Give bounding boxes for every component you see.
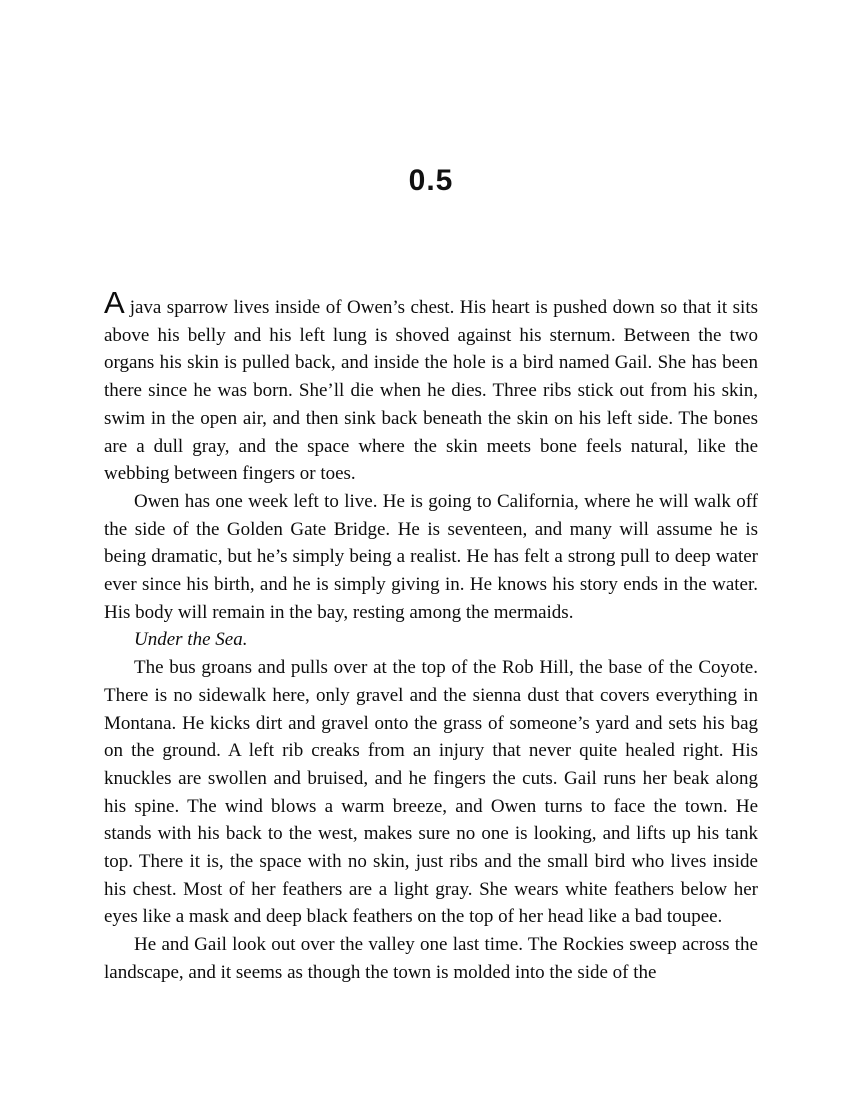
paragraph-italic: Under the Sea.	[134, 629, 248, 651]
paragraph	[104, 285, 758, 488]
paragraph: The bus groans and pulls over at the top of the Rob Hill, the base of the Coyote. There is no sidewalk here, only gravel and the sienna dust that covers everything in Montana. He kicks dirt and gravel onto the grass of someone’s yard and sets his bag on the ground. A left rib creaks from an injury that never quite healed right. His knuckles are swollen and bruised, and he fingers the cuts. Gail runs her beak along his spine. The wind blows a warm breeze, and Owen turns to face the town. He stands with his back to the west, makes sure no one is looking, and lifts up his tank top. There it is, the space with no skin, just ribs and the small bird who lives inside his chest. Most of her feathers are a light gray. She wears white feathers below her eyes like a mask and deep black feathers on the top of her head like a bad toupee.	[104, 657, 758, 928]
chapter-heading: 0.5	[408, 164, 454, 197]
paragraph: He and Gail look out over the valley one last time. The Rockies sweep across the landscape, and it seems as though the town is molded into the side of the	[104, 934, 758, 983]
initial-capital: A	[104, 285, 125, 320]
paragraph: Owen has one week left to live. He is going to California, where he will walk off the side of the Golden Gate Bridge. He is seventeen, and many will assume he is being dramatic, but he’s simply being a realist. He has felt a strong pull to deep water ever since his birth, and he is simply giving in. He knows his story ends in the water. His body will remain in the bay, resting among the mermaids.	[104, 490, 758, 623]
body-text	[104, 285, 758, 987]
paragraph-text: java sparrow lives inside of Owen’s chest. His heart is pushed down so that it sits above his belly and his left lung is shoved against his sternum. Between the two organs his skin is pulled back, and inside the hole is a bird named Gail. She has been there since he was born. She’ll die when he dies. Three ribs stick out from his skin, swim in the open air, and then sink back beneath the skin on his left side. The bones are a dull gray, and the space where the skin meets bone feels natural, like the webbing between fingers or toes.	[104, 297, 758, 485]
